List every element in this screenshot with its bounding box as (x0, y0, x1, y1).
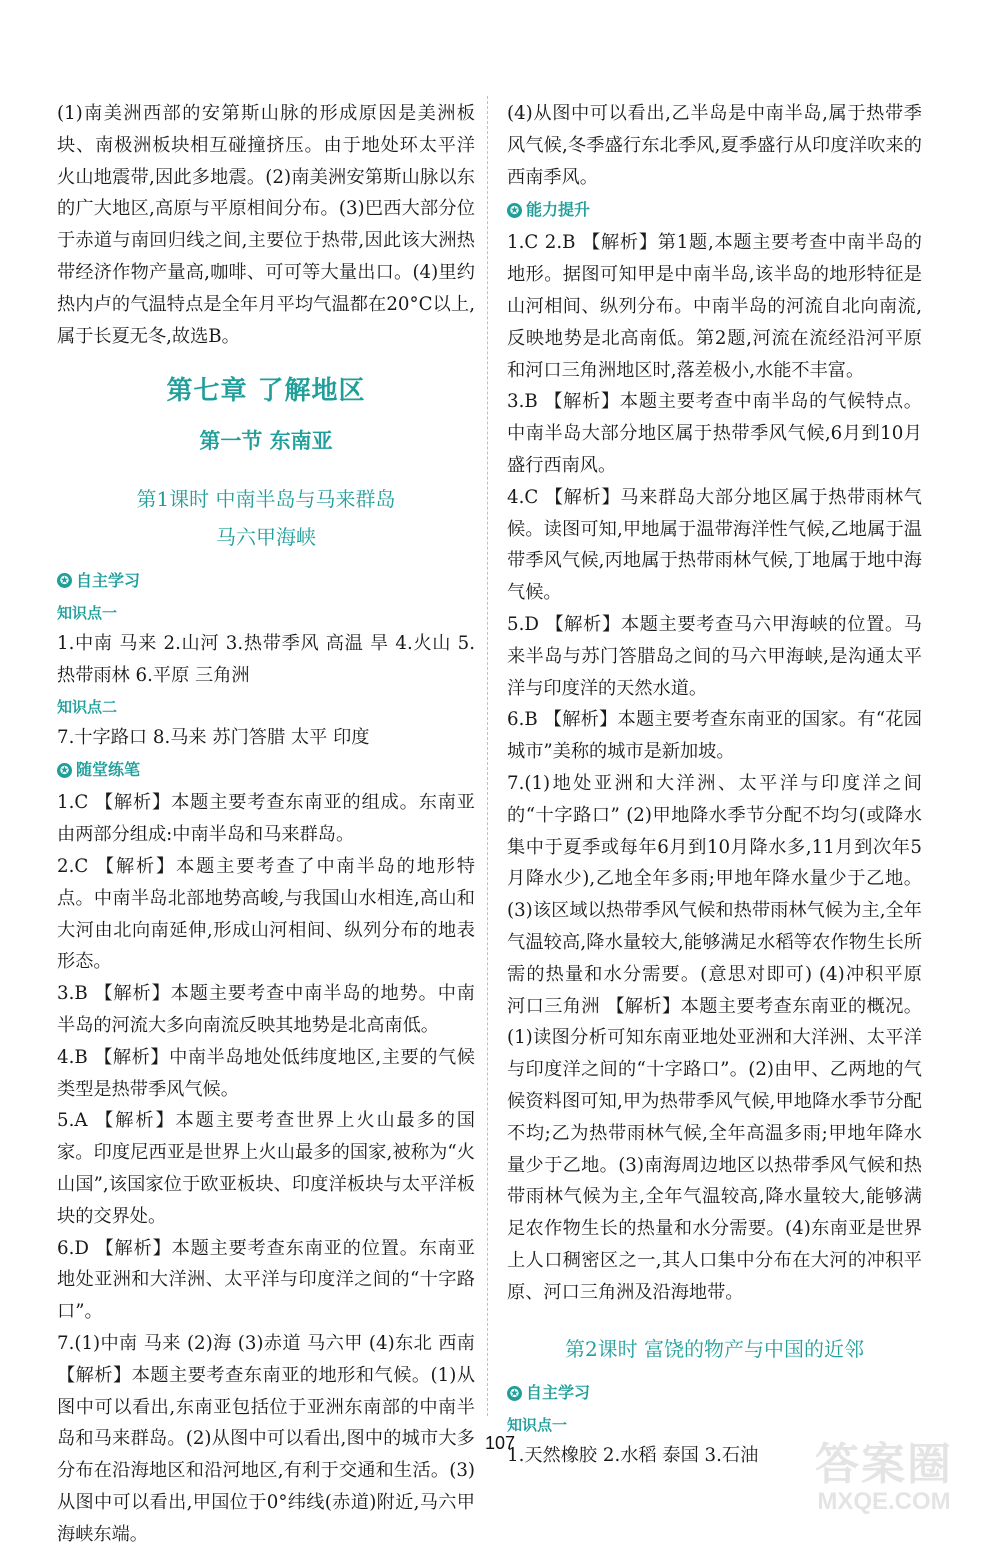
answer-item: 3.B 【解析】本题主要考查中南半岛的地势。中南半岛的河流大多向南流反映其地势是北高南低。 (57, 983, 475, 1036)
answer-item: 2.C 【解析】本题主要考查了中南半岛的地形特点。中南半岛北部地势高峻,与我国山水相连,高山和大河由北向南延伸,形成山河相间、纵列分布的地表形态。 (57, 855, 475, 973)
answer-item: 1.C 【解析】本题主要考查东南亚的组成。东南亚由两部分组成:中南半岛和马来群岛。 (57, 792, 475, 846)
column-divider (487, 96, 488, 1416)
answer-item: 5.D 【解析】本题主要考查马六甲海峡的位置。马来半岛与苏门答腊岛之间的马六甲海峡,是沟通太平洋与印度洋的天然水道。 (507, 613, 922, 699)
lesson-2-title: 第2课时 富饶的物产与中国的近邻 (564, 1337, 865, 1362)
practice-heading (57, 755, 475, 785)
star-badge-icon: ✪ (507, 1386, 522, 1401)
knowledge-point-1-text: 1.中南 马来 2.山河 3.热带季风 高温 旱 4.火山 5.热带雨林 6.平原 三角洲 (57, 632, 475, 686)
lesson-title-line-2: 马六甲海峡 (216, 524, 316, 549)
self-study-label-2: 自主学习 (526, 1383, 591, 1403)
knowledge-point-2-text: 7.十字路口 8.马来 苏门答腊 太平 印度 (57, 726, 370, 748)
left-column (57, 98, 475, 1550)
left-intro-paragraph: (1)南美洲西部的安第斯山脉的形成原因是美洲板块、南极洲板块相互碰撞挤压。由于地处环太平洋火山地震带,因此多地震。(2)南美洲安第斯山脉以东的广大地区,高原与平原相间分布。(3)巴西大部分位于赤道与南回归线之间,主要位于热带,因此该大洲热带经济作物产量高,咖啡、可可等大量出口。(4)里约热内卢的气温特点是全年月平均气温都在20°C以上,属于长夏无冬,故选B。 (57, 103, 475, 347)
answer-item: 1.C 2.B 【解析】第1题,本题主要考查中南半岛的地形。据图可知甲是中南半岛,该半岛的地形特征是山河相间、纵列分布。中南半岛的河流自北向南流,反映地势是北高南低。第2题,河流在流经沿河平原和河口三角洲地区时,落差极小,水能不丰富。 (507, 232, 922, 381)
knowledge-point-1-label: 知识点一 (57, 603, 118, 622)
page-number: 107 (484, 1433, 516, 1453)
star-badge-icon: ✪ (57, 573, 72, 588)
answer-item: 4.C 【解析】马来群岛大部分地区属于热带雨林气候。读图可知,甲地属于温带海洋性气候,乙地属于温带季风气候,丙地属于热带雨林气候,丁地属于地中海气候。 (507, 486, 922, 604)
knowledge-point-1-label-2: 知识点一 (507, 1416, 568, 1435)
answer-item: 3.B 【解析】本题主要考查中南半岛的气候特点。中南半岛大部分地区属于热带季风气候,6月到10月盛行西南风。 (507, 391, 922, 476)
self-study-label: 自主学习 (76, 570, 141, 590)
section-title: 第一节 东南亚 (199, 429, 333, 454)
star-badge-icon: ✪ (57, 763, 72, 778)
answer-item: 5.A 【解析】本题主要考查世界上火山最多的国家。印度尼西亚是世界上火山最多的国家,被称为“火山国”,该国家位于欧亚板块、印度洋板块与太平洋板块的交界处。 (57, 1110, 475, 1227)
knowledge-point-1-text-2: 1.天然橡胶 2.水稻 泰国 3.石油 (507, 1445, 759, 1467)
ability-label: 能力提升 (526, 200, 591, 220)
watermark-url: MXQE.COM (817, 1488, 951, 1515)
answer-item: 4.B 【解析】中南半岛地处低纬度地区,主要的气候类型是热带季风气候。 (57, 1046, 475, 1100)
answer-item: 6.B 【解析】本题主要考查东南亚的国家。有“花园城市”美称的城市是新加坡。 (507, 709, 922, 763)
right-intro-paragraph: (4)从图中可以看出,乙半岛是中南半岛,属于热带季风气候,冬季盛行东北季风,夏季盛行从印度洋吹来的西南季风。 (507, 103, 922, 188)
answer-item: 6.D 【解析】本题主要考查东南亚的位置。东南亚地处亚洲和大洋洲、太平洋与印度洋之间的“十字路口”。 (57, 1237, 475, 1323)
ability-heading (507, 195, 922, 225)
right-column (507, 98, 922, 1472)
star-badge-icon: ✪ (507, 203, 522, 218)
lesson-title (57, 480, 475, 556)
practice-label: 随堂练笔 (76, 760, 141, 780)
chapter-title: 第七章 了解地区 (166, 376, 366, 407)
lesson-title-line-1: 第1课时 中南半岛与马来群岛 (136, 486, 396, 511)
knowledge-point-2-label: 知识点二 (57, 697, 118, 716)
self-study-heading-2 (507, 1378, 922, 1408)
watermark (784, 1428, 984, 1516)
answer-item: 7.(1)地处亚洲和大洋洲、太平洋与印度洋之间的“十字路口” (2)甲地降水季节分配不均匀(或降水集中于夏季或每年6月到10月降水多,11月到次年5月降水少),乙地全年多雨;甲地年降水量少于乙地。(3)该区域以热带季风气候和热带雨林气候为主,全年气温较高,降水量较大,能够满足水稻等农作物生长所需的热量和水分需要。(意思对即可) (4)冲积平原 河口三角洲 【解析】本题主要考查东南亚的概况。(1)读图分析可知东南亚地处亚洲和大洋洲、太平洋与印度洋之间的“十字路口”。(2)由甲、乙两地的气候资料图可知,甲为热带季风气候,甲地降水季节分配不均;乙为热带雨林气候,全年高温多雨;甲地年降水量少于乙地。(3)南海周边地区以热带季风气候和热带雨林气候为主,全年气温较高,降水量较大,能够满足农作物生长的热量和水分需要。(4)东南亚是世界上人口稠密区之一,其人口集中分布在大河的冲积平原、河口三角洲及沿海地带。 (507, 772, 922, 1303)
watermark-logo-text: 答案圈 (815, 1440, 953, 1489)
self-study-heading (57, 566, 475, 596)
answer-item: 7.(1)中南 马来 (2)海 (3)赤道 马六甲 (4)东北 西南 【解析】本题主要考查东南亚的地形和气候。(1)从图中可以看出,东南亚包括位于亚洲东南部的中南半岛和马来群岛。(2)从图中可以看出,图中的城市大多分布在沿海地区和沿河地区,有利于交通和生活。(3)从图中可以看出,甲国位于0°纬线(赤道)附近,马六甲海峡东端。 (57, 1332, 475, 1545)
